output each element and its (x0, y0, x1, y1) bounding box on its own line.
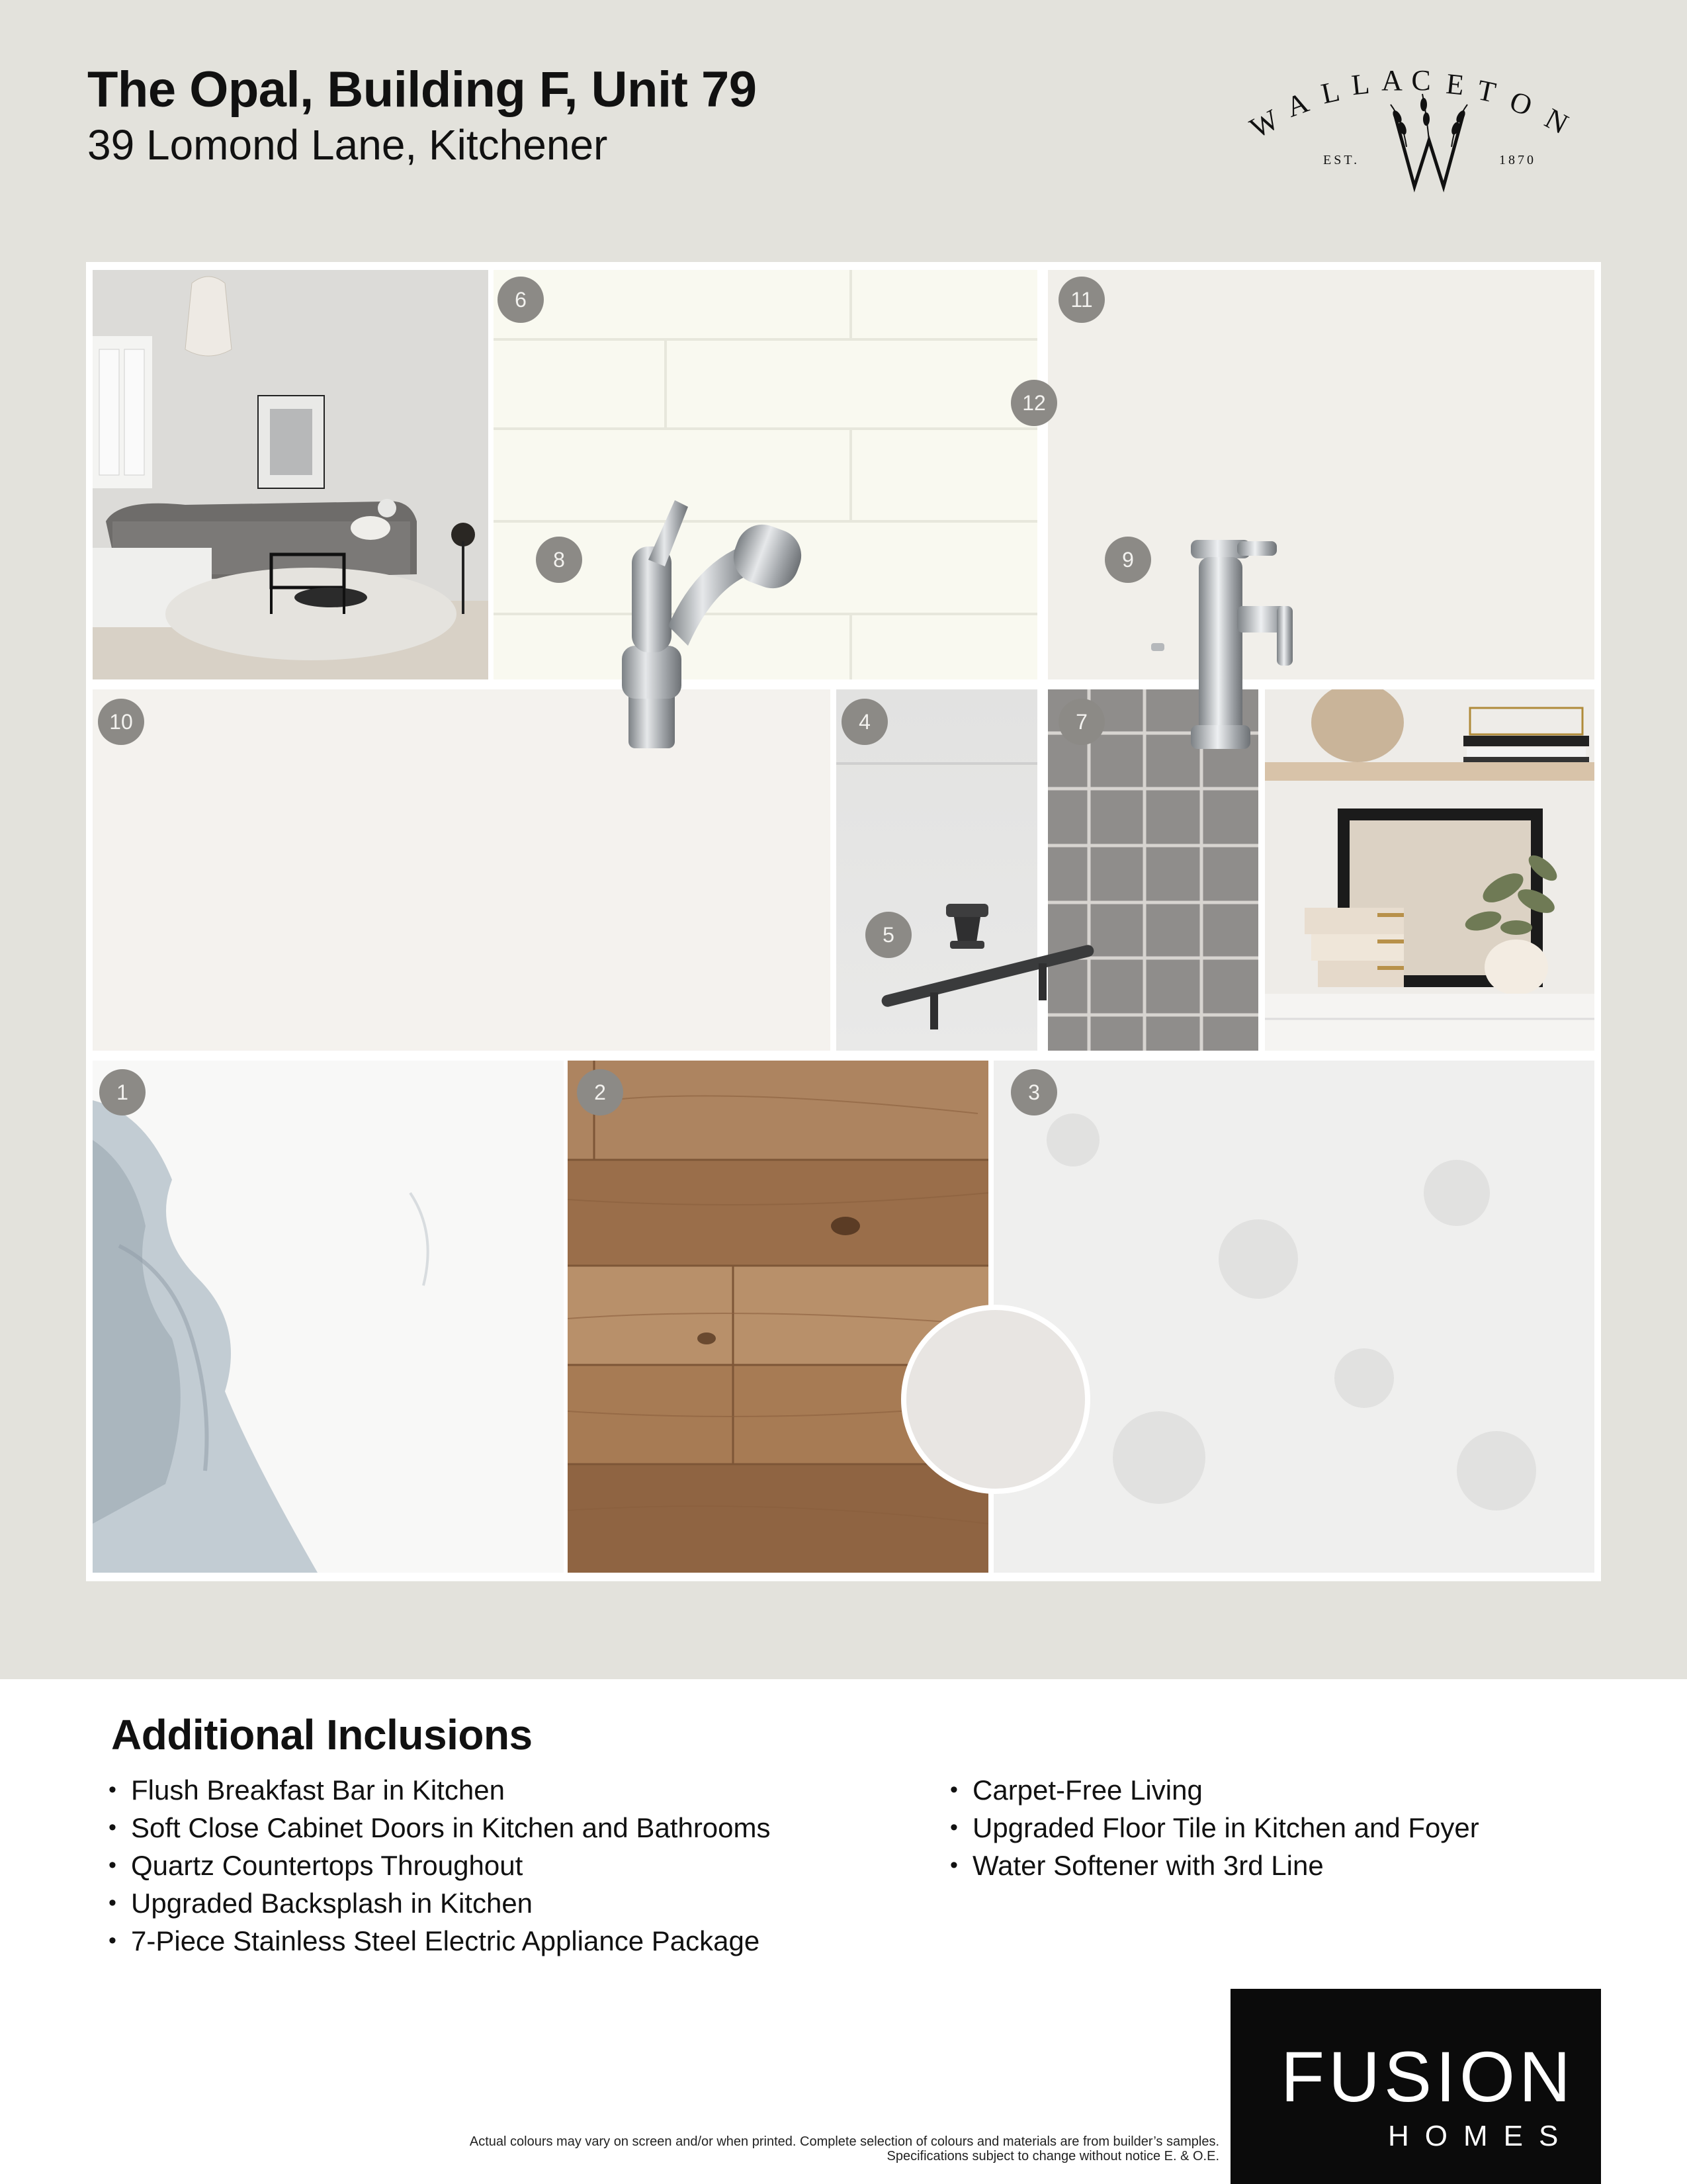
wallaceton-logo (1244, 48, 1614, 206)
badge-12: 12 (1011, 380, 1057, 426)
bathroom-faucet-image (1151, 527, 1323, 758)
fusion-homes-logo (1231, 1989, 1601, 2184)
svg-text:L: L (1350, 67, 1371, 102)
trim-paint-swatch (901, 1305, 1090, 1494)
page-address: 39 Lomond Lane, Kitchener (87, 121, 608, 169)
badge-7: 7 (1059, 699, 1105, 745)
list-item: • 7-Piece Stainless Steel Electric Appliance Package (108, 1922, 771, 1960)
finishes-moodboard (86, 262, 1601, 1581)
badge-8: 8 (536, 537, 582, 583)
list-item: • Quartz Countertops Throughout (108, 1847, 771, 1884)
badge-3: 3 (1011, 1069, 1057, 1115)
inclusions-list-right (950, 1771, 1479, 1884)
svg-text:O: O (1505, 84, 1537, 122)
badge-6: 6 (497, 277, 544, 323)
kitchen-faucet-image (602, 487, 827, 752)
disclaimer (161, 2134, 1219, 2163)
svg-text:L: L (1318, 75, 1343, 110)
svg-text:C: C (1411, 64, 1431, 97)
list-item: • Flush Breakfast Bar in Kitchen (108, 1771, 771, 1809)
badge-5: 5 (865, 912, 912, 958)
inclusions-heading: Additional Inclusions (111, 1711, 533, 1759)
svg-text:A: A (1381, 64, 1403, 97)
badge-11: 11 (1059, 277, 1105, 323)
svg-text:W: W (1244, 103, 1285, 145)
badge-1: 1 (99, 1069, 146, 1115)
cabinet-hardware-image (873, 897, 1111, 1056)
page-title: The Opal, Building F, Unit 79 (87, 62, 757, 118)
marble-swatch (93, 1061, 564, 1573)
badge-2: 2 (577, 1069, 623, 1115)
fusion-logo-sub: HOMES (1388, 2120, 1575, 2152)
svg-text:EST.: EST. (1323, 153, 1360, 167)
svg-text:E: E (1444, 67, 1466, 102)
list-item: • Soft Close Cabinet Doors in Kitchen and Bathrooms (108, 1809, 771, 1847)
list-item: • Carpet-Free Living (950, 1771, 1479, 1809)
inclusions-list-left (108, 1771, 771, 1960)
list-item: • Upgraded Backsplash in Kitchen (108, 1884, 771, 1922)
badge-4: 4 (842, 699, 888, 745)
list-item: • Water Softener with 3rd Line (950, 1847, 1479, 1884)
wood-flooring-swatch (568, 1061, 988, 1573)
svg-text:T: T (1474, 73, 1499, 109)
living-room-photo (93, 270, 488, 679)
badge-10: 10 (98, 699, 144, 745)
badge-9: 9 (1105, 537, 1151, 583)
svg-text:N: N (1539, 102, 1574, 141)
list-item: • Upgraded Floor Tile in Kitchen and Foyer (950, 1809, 1479, 1847)
floor-tile-swatch (994, 1061, 1594, 1573)
svg-text:A: A (1281, 85, 1313, 124)
disclaimer-line-2: Specifications subject to change without notice E. & O.E. (887, 2149, 1219, 2163)
fusion-logo-word: FUSION (1281, 2036, 1575, 2117)
disclaimer-line-1: Actual colours may vary on screen and/or when printed. Complete selection of colours and materials are from builder’s samples. (469, 2134, 1219, 2149)
svg-text:1870: 1870 (1499, 153, 1536, 167)
